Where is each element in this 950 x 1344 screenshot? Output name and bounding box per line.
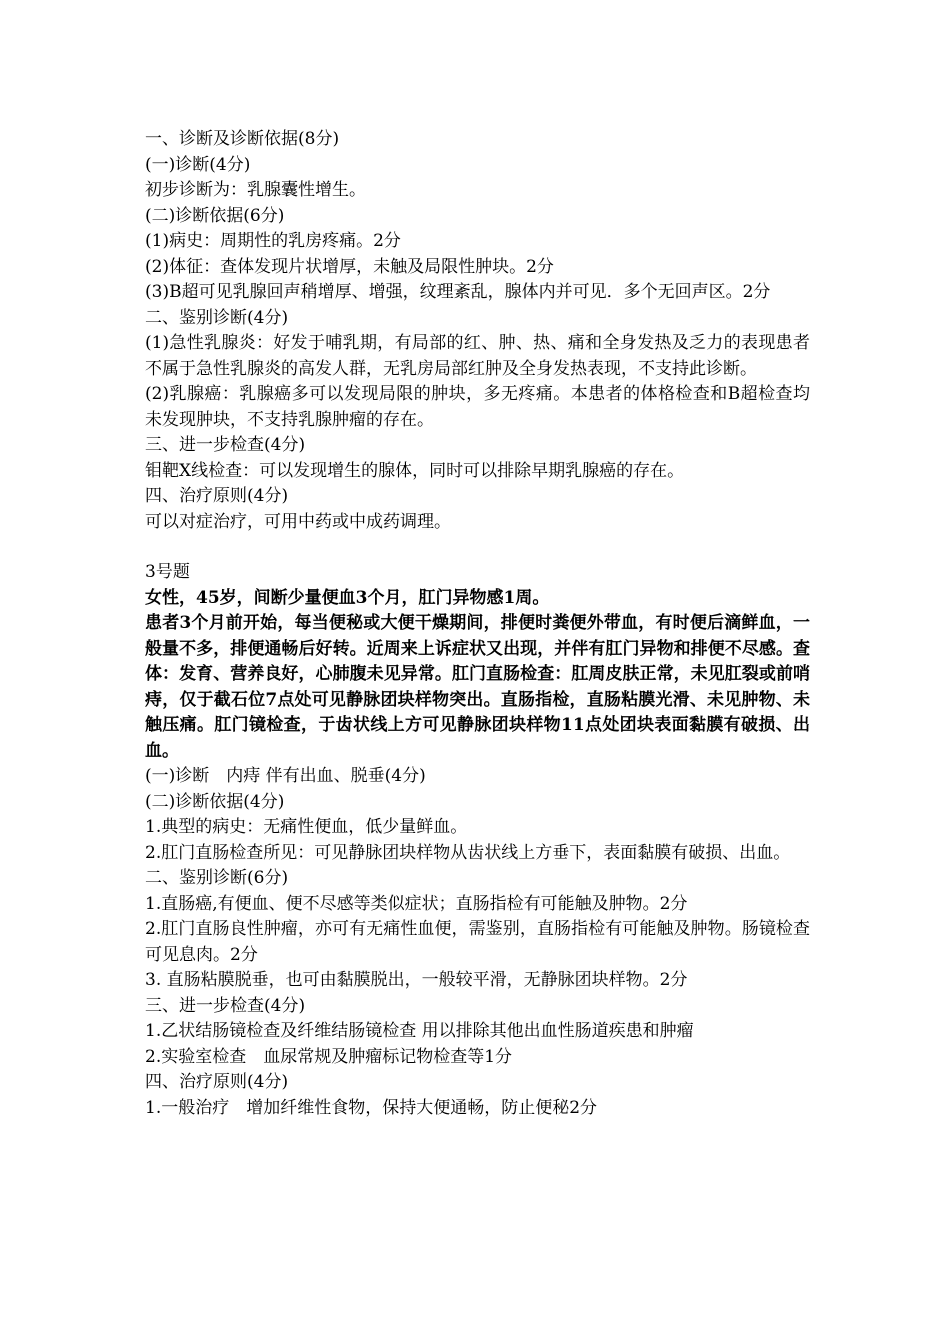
section-heading-treatment: 四、治疗原则(4分) xyxy=(145,1072,289,1092)
basis-item: (2)体征：查体发现片状增厚，未触及局限性肿块。2分 xyxy=(145,256,554,277)
differential-item: 3. 直肠粘膜脱垂，也可由黏膜脱出，一般较平滑，无静脉团块样物。2分 xyxy=(145,970,688,990)
basis-item: (1)病史：周期性的乳房疼痛。2分 xyxy=(145,231,401,251)
section-heading-exam: 三、进一步检查(4分) xyxy=(145,995,306,1016)
diagnosis-line: (一)诊断 内痔 伴有出血、脱垂(4分) xyxy=(145,766,426,786)
exam-text: 钼靶X线检查：可以发现增生的腺体，同时可以排除早期乳腺癌的存在。 xyxy=(145,460,685,481)
exam-item: 2.实验室检查 血尿常规及肿瘤标记物检查等1分 xyxy=(145,1046,513,1067)
blank-line xyxy=(145,535,810,560)
differential-item: (1)急性乳腺炎：好发于哺乳期，有局部的红、肿、热、痛和全身发热及乏力的表现患者不属于急性乳腺炎的高发人群，无乳房局部红肿及全身发热表现，不支持此诊断。 xyxy=(145,333,810,379)
basis-item: (3)B超可见乳腺回声稍增厚、增强，纹理紊乱，腺体内并可见．多个无回声区。2分 xyxy=(145,282,771,302)
differential-item: 2.肛门直肠良性肿瘤，亦可有无痛性血便，需鉴别，直肠指检有可能触及肿物。肠镜检查可见息肉。2分 xyxy=(145,919,810,965)
section-heading-exam: 三、进一步检查(4分) xyxy=(145,435,306,455)
subheading-basis: (二)诊断依据(4分) xyxy=(145,791,285,812)
subheading-basis: (二)诊断依据(6分) xyxy=(145,205,285,226)
differential-item: 1.直肠癌,有便血、便不尽感等类似症状；直肠指检有可能触及肿物。2分 xyxy=(145,893,688,914)
section-heading-treatment: 四、治疗原则(4分) xyxy=(145,486,289,506)
section-heading-differential: 二、鉴别诊断(6分) xyxy=(145,868,289,888)
treatment-item: 1.一般治疗 增加纤维性食物，保持大便通畅，防止便秘2分 xyxy=(145,1097,598,1118)
basis-item: 1.典型的病史：无痛性便血，低少量鲜血。 xyxy=(145,817,468,837)
differential-item: (2)乳腺癌：乳腺癌多可以发现局限的肿块，多无疼痛。本患者的体格检查和B超检查均未发现肿块，不支持乳腺肿瘤的存在。 xyxy=(145,384,810,430)
basis-item: 2.肛门直肠检查所见：可见静脉团块样物从齿状线上方垂下，表面黏膜有破损、出血。 xyxy=(145,842,791,863)
exam-item: 1.乙状结肠镜检查及纤维结肠镜检查 用以排除其他出血性肠道疾患和肿瘤 xyxy=(145,1021,694,1041)
document-body xyxy=(145,127,810,1121)
section-heading-differential: 二、鉴别诊断(4分) xyxy=(145,307,289,328)
question-title: 3号题 xyxy=(145,562,190,582)
section-heading-diagnosis: 一、诊断及诊断依据(8分) xyxy=(145,129,340,149)
diagnosis-text: 初步诊断为：乳腺囊性增生。 xyxy=(145,180,366,200)
subheading-diagnosis: (一)诊断(4分) xyxy=(145,154,251,175)
treatment-text: 可以对症治疗，可用中药或中成药调理。 xyxy=(145,511,451,532)
case-detail: 患者3个月前开始，每当便秘或大便干燥期间，排便时粪便外带血，有时便后滴鲜血，一般量不多，排便通畅后好转。近周来上诉症状又出现，并伴有肛门异物和排便不尽感。查体：发育、营养良好，心肺腹未见异常。肛门直肠检查：肛周皮肤正常，未见肛裂或前哨痔，仅于截石位7点处可见静脉团块样物突出。直肠指检，直肠粘膜光滑、未见肿物、未触压痛。肛门镜检查，于齿状线上方可见静脉团块样物11点处团块表面黏膜有破损、出血。 xyxy=(145,613,810,761)
case-intro: 女性，45岁，间断少量便血3个月，肛门异物感1周。 xyxy=(145,587,550,608)
